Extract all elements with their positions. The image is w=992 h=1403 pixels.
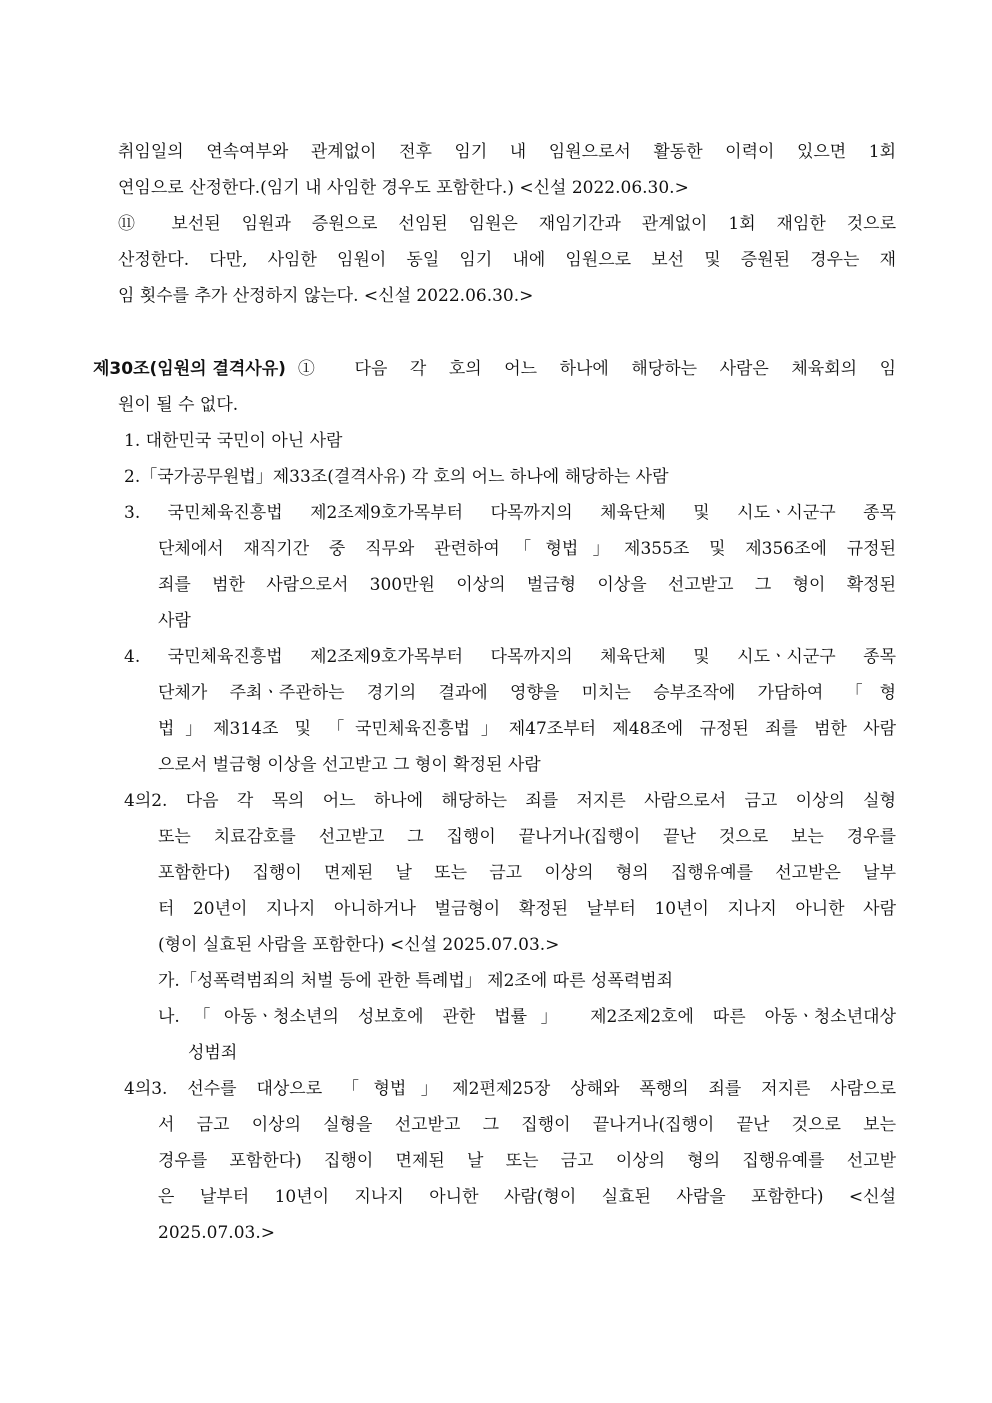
text-line: 4의3. 선수를 대상으로 「형법」제2편제25장 상해와 폭행의 죄를 저지른 사람으로 <box>124 1079 896 1099</box>
text-line: 2.「국가공무원법」제33조(결격사유) 각 호의 어느 하나에 해당하는 사람 <box>124 467 669 487</box>
list-item-2 <box>124 459 896 495</box>
list-item-4-cont <box>158 675 896 783</box>
article-30-heading <box>93 351 896 387</box>
text-line: 취임일의 연속여부와 관계없이 전후 임기 내 임원으로서 활동한 이력이 있으면 1회 <box>118 142 896 162</box>
text-line: 경우를 포함한다) 집행이 면제된 날 또는 금고 이상의 형의 집행유예를 선고받 <box>158 1151 896 1171</box>
text-line: 산정한다. 다만, 사임한 임원이 동일 임기 내에 임원으로 보선 및 증원된 경우는 재 <box>118 250 896 270</box>
text-line: 포함한다) 집행이 면제된 날 또는 금고 이상의 형의 집행유예를 선고받은 날부 <box>158 863 896 883</box>
list-item-4-3-cont <box>158 1107 896 1251</box>
list-item-4-2-cont <box>158 819 896 963</box>
text-line: 나.「아동ㆍ청소년의 성보호에 관한 법률」 제2조제2호에 따른 아동ㆍ청소년대상 <box>158 1007 896 1027</box>
text-line: 죄를 범한 사람으로서 300만원 이상의 벌금형 이상을 선고받고 그 형이 확정된 <box>158 575 896 595</box>
article-para1-line1: ① 다음 각 호의 어느 하나에 해당하는 사람은 체육회의 임 <box>297 359 896 379</box>
text-line: 서 금고 이상의 실형을 선고받고 그 집행이 끝나거나(집행이 끝난 것으로 보는 <box>158 1115 896 1135</box>
text-line: 연임으로 산정한다.(임기 내 사임한 경우도 포함한다.) <신설 2022.06.30.> <box>118 178 689 198</box>
article-30-para1-cont <box>118 387 896 423</box>
text-line: 터 20년이 지나지 아니하거나 벌금형이 확정된 날부터 10년이 지나지 아니한 사람 <box>158 899 896 919</box>
text-line: ⑪ 보선된 임원과 증원으로 선임된 임원은 재임기간과 관계없이 1회 재임한 것으로 <box>118 214 896 234</box>
list-item-3-cont <box>158 531 896 639</box>
text-line: 성범죄 <box>188 1043 238 1063</box>
sub-item-ga <box>158 963 896 999</box>
intro-paragraph <box>118 134 896 314</box>
text-line: 법」제314조 및 「국민체육진흥법」제47조부터 제48조에 규정된 죄를 범한 사람 <box>158 719 896 739</box>
text-line: 으로서 벌금형 이상을 선고받고 그 형이 확정된 사람 <box>158 755 541 775</box>
article-title: 제30조(임원의 결격사유) <box>93 359 286 379</box>
list-item-4-2 <box>124 783 896 819</box>
list-item-3 <box>124 495 896 531</box>
sub-item-na-cont <box>188 1035 896 1071</box>
list-item-1 <box>124 423 896 459</box>
text-line: (형이 실효된 사람을 포함한다) <신설 2025.07.03.> <box>158 935 560 955</box>
text-line: 4의2. 다음 각 목의 어느 하나에 해당하는 죄를 저지른 사람으로서 금고 이상의 실형 <box>124 791 896 811</box>
text-line: 원이 될 수 없다. <box>118 395 239 415</box>
text-line: 은 날부터 10년이 지나지 아니한 사람(형이 실효된 사람을 포함한다) <신설 <box>158 1187 896 1207</box>
text-line: 또는 치료감호를 선고받고 그 집행이 끝나거나(집행이 끝난 것으로 보는 경우를 <box>158 827 896 847</box>
list-item-4-3 <box>124 1071 896 1107</box>
text-line: 단체에서 재직기간 중 직무와 관련하여「형법」제355조 및 제356조에 규정된 <box>158 539 896 559</box>
text-line: 2025.07.03.> <box>158 1223 275 1243</box>
text-line: 사람 <box>158 611 191 631</box>
list-item-4 <box>124 639 896 675</box>
sub-item-na <box>158 999 896 1035</box>
text-line: 가.「성폭력범죄의 처벌 등에 관한 특례법」 제2조에 따른 성폭력범죄 <box>158 971 674 991</box>
text-line: 1. 대한민국 국민이 아닌 사람 <box>124 431 343 451</box>
article-heading-line <box>93 351 896 387</box>
text-line: 4. 국민체육진흥법 제2조제9호가목부터 다목까지의 체육단체 및 시도ㆍ시군구 종목 <box>124 647 896 667</box>
text-line: 단체가 주최ㆍ주관하는 경기의 결과에 영향을 미치는 승부조작에 가담하여 「형 <box>158 683 896 703</box>
text-line: 3. 국민체육진흥법 제2조제9호가목부터 다목까지의 체육단체 및 시도ㆍ시군구 종목 <box>124 503 896 523</box>
text-line: 임 횟수를 추가 산정하지 않는다. <신설 2022.06.30.> <box>118 286 534 306</box>
